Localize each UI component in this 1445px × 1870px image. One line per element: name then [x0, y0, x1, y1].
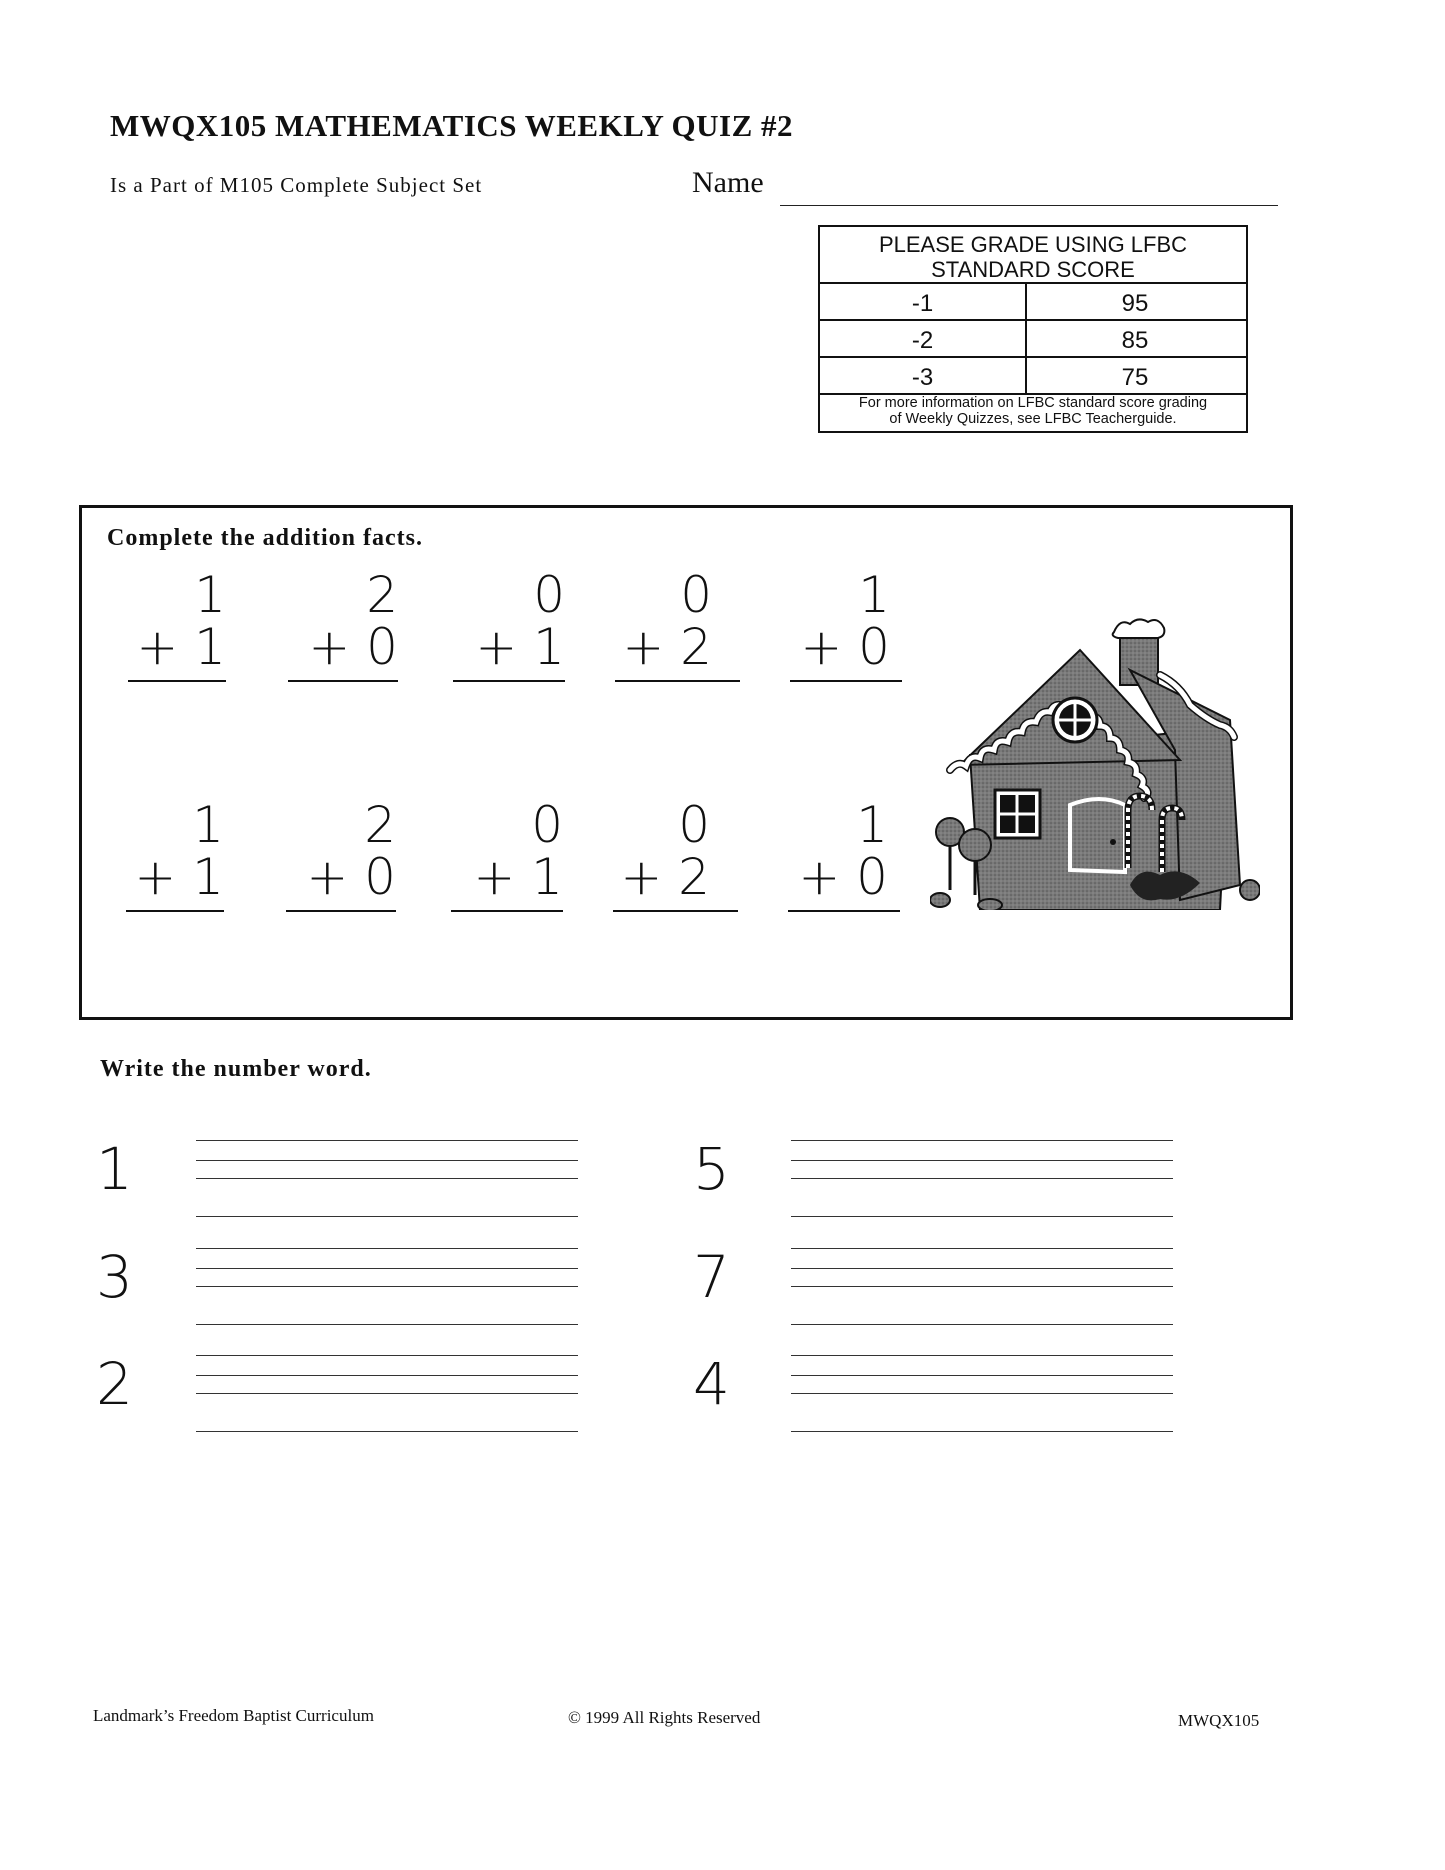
- addition-problem[interactable]: [453, 566, 565, 685]
- grading-note-line2: of Weekly Quizzes, see LFBC Teacherguide.: [889, 411, 1177, 427]
- answer-line: [453, 680, 565, 682]
- problem-bottom: + 2: [622, 618, 712, 676]
- number-digit: 1: [96, 1135, 133, 1203]
- gingerbread-house-icon: [930, 610, 1260, 910]
- number-word-instruction: Write the number word.: [100, 1056, 372, 1082]
- grading-header-line1: PLEASE GRADE USING LFBC: [878, 232, 1188, 257]
- name-field[interactable]: [780, 205, 1278, 206]
- grading-note: [820, 395, 1246, 427]
- footer-publisher: Landmark’s Freedom Baptist Curriculum: [93, 1706, 374, 1725]
- answer-line: [288, 680, 398, 682]
- number-digit: 7: [693, 1243, 730, 1311]
- addition-problem[interactable]: [126, 796, 224, 915]
- addition-problem[interactable]: [128, 566, 226, 685]
- problem-top: 1: [194, 566, 226, 624]
- name-label: Name: [692, 166, 764, 199]
- grading-table: [818, 225, 1248, 433]
- answer-line: [451, 910, 563, 912]
- problem-bottom: + 1: [475, 618, 565, 676]
- writing-lines[interactable]: [791, 1355, 1173, 1435]
- answer-line: [788, 910, 900, 912]
- problem-top: 2: [366, 566, 398, 624]
- addition-instruction: Complete the addition facts.: [107, 525, 423, 551]
- number-word-row: [96, 1243, 596, 1328]
- number-word-row: [96, 1135, 596, 1220]
- problem-top: 0: [533, 566, 565, 624]
- number-word-row: [96, 1350, 596, 1435]
- number-word-row: [693, 1135, 1193, 1220]
- problem-bottom: + 1: [136, 618, 226, 676]
- addition-problem[interactable]: [451, 796, 563, 915]
- addition-problem[interactable]: [288, 566, 398, 685]
- problem-bottom: + 0: [308, 618, 398, 676]
- grading-note-line1: For more information on LFBC standard score grading: [858, 395, 1208, 411]
- problem-top: 1: [858, 566, 890, 624]
- problem-bottom: + 0: [798, 848, 888, 906]
- answer-line: [128, 680, 226, 682]
- problem-bottom: + 1: [134, 848, 224, 906]
- problem-bottom: + 0: [800, 618, 890, 676]
- number-word-row: [693, 1243, 1193, 1328]
- writing-lines[interactable]: [196, 1140, 578, 1220]
- quiz-title: MWQX105 MATHEMATICS WEEKLY QUIZ #2: [110, 108, 794, 143]
- score-cell: 75: [1121, 364, 1149, 391]
- quiz-subtitle: Is a Part of M105 Complete Subject Set: [110, 173, 483, 197]
- number-word-row: [693, 1350, 1193, 1435]
- number-digit: 4: [693, 1350, 730, 1418]
- answer-line: [613, 910, 738, 912]
- problem-bottom: + 0: [306, 848, 396, 906]
- grading-header-line2: STANDARD SCORE: [931, 257, 1135, 282]
- answer-line: [615, 680, 740, 682]
- missed-cell: -3: [820, 358, 1027, 393]
- problem-top: 2: [364, 796, 396, 854]
- writing-lines[interactable]: [791, 1140, 1173, 1220]
- problem-top: 1: [192, 796, 224, 854]
- addition-problem[interactable]: [615, 566, 740, 685]
- writing-lines[interactable]: [196, 1248, 578, 1328]
- addition-problem[interactable]: [613, 796, 738, 915]
- score-cell: 85: [1121, 327, 1149, 354]
- footer-copyright: © 1999 All Rights Reserved: [568, 1708, 761, 1727]
- addition-problem[interactable]: [788, 796, 900, 915]
- problem-bottom: + 2: [620, 848, 710, 906]
- answer-line: [286, 910, 396, 912]
- missed-cell: -1: [820, 284, 1027, 319]
- problem-top: 0: [531, 796, 563, 854]
- answer-line: [126, 910, 224, 912]
- grading-row: [820, 358, 1246, 395]
- score-cell: 95: [1121, 290, 1149, 317]
- problem-top: 1: [856, 796, 888, 854]
- number-digit: 3: [96, 1243, 133, 1311]
- number-digit: 2: [96, 1350, 133, 1418]
- problem-top: 0: [678, 796, 710, 854]
- footer-code: MWQX105: [1178, 1711, 1260, 1730]
- missed-cell: -2: [820, 321, 1027, 356]
- writing-lines[interactable]: [196, 1355, 578, 1435]
- addition-problem[interactable]: [790, 566, 902, 685]
- grading-row: [820, 284, 1246, 321]
- grading-row: [820, 321, 1246, 358]
- grading-table-header: [820, 227, 1246, 284]
- problem-top: 0: [680, 566, 712, 624]
- number-digit: 5: [693, 1135, 730, 1203]
- problem-bottom: + 1: [473, 848, 563, 906]
- answer-line: [790, 680, 902, 682]
- addition-problem[interactable]: [286, 796, 396, 915]
- writing-lines[interactable]: [791, 1248, 1173, 1328]
